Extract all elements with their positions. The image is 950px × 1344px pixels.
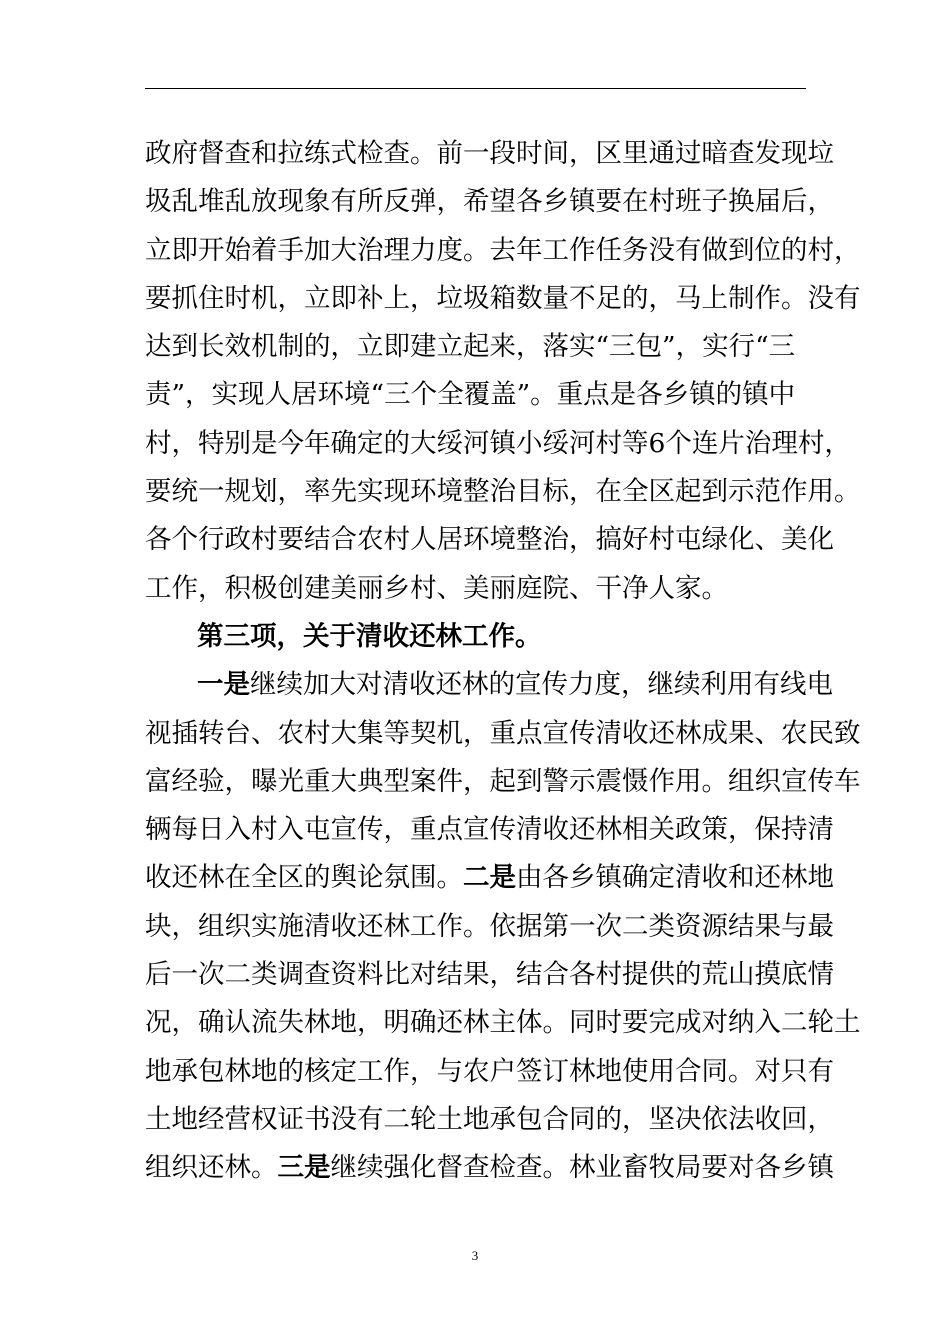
text-segment: 由各乡镇确定清收和还林地 [516,862,834,894]
text-line [145,710,861,758]
page-number: 3 [471,1248,479,1263]
header-rule [145,88,806,89]
text-segment: 块，组织实施清收还林工作。依据第一次二类资源结果与最 [145,910,834,942]
text-line [145,854,834,902]
text-line [145,468,861,516]
text-line [145,1096,834,1144]
text-line [145,227,861,275]
text-line [145,999,861,1047]
text-segment: 辆每日入村入屯宣传，重点宣传清收还林相关政策，保持清 [145,814,834,846]
text-segment: 村，特别是今年确定的大绥河镇小绥河村等6个连片治理村， [145,427,851,459]
text-line [145,323,817,371]
text-segment: 土地经营权证书没有二轮土地承包合同的，坚决依法收回， [145,1103,834,1135]
text-segment: 工作，积极创建美丽乡村、美丽庭院、干净人家。 [145,572,728,604]
text-line [145,1144,834,1192]
text-line [145,806,834,854]
text-line [145,1048,834,1096]
text-segment: 立即开始着手加大治理力度。去年工作任务没有做到位的村， [145,234,861,266]
text-segment: 况，确认流失林地，明确还林主体。同时要完成对纳入二轮土 [145,1007,861,1039]
text-segment: 各个行政村要结合农村人居环境整治，搞好村屯绿化、美化 [145,524,834,556]
text-line [145,758,861,806]
text-segment: 地承包林地的核定工作，与农户签订林地使用合同。对只有 [145,1055,834,1087]
text-line [145,613,817,661]
text-segment: 继续强化督查检查。林业畜牧局要对各乡镇 [330,1152,834,1184]
text-segment: 责”，实现人居环境“三个全覆盖”。重点是各乡镇的镇中 [145,379,796,411]
text-segment: 要统一规划，率先实现环境整治目标，在全区起到示范作用。 [145,476,861,508]
text-segment: 后一次二类调查资料比对结果，结合各村提供的荒山摸底情 [145,959,834,991]
text-segment: 视插转台、农村大集等契机，重点宣传清收还林成果、农民致 [145,717,861,749]
text-segment: 圾乱堆乱放现象有所反弹，希望各乡镇要在村班子换届后， [145,186,834,218]
text-line [145,371,817,419]
bold-text-segment: 二是 [463,862,516,894]
text-segment: 组织还林。 [145,1152,278,1184]
document-body [145,130,861,1193]
text-segment: 收还林在全区的舆论氛围。 [145,862,463,894]
bold-text-segment: 第三项，关于清收还林工作。 [197,620,542,652]
text-line [145,565,817,613]
text-line [145,275,861,323]
text-line [145,130,834,178]
text-segment: 继续加大对清收还林的宣传力度，继续利用有线电 [250,669,833,701]
text-line [145,178,834,226]
text-segment: 富经验，曝光重大典型案件，起到警示震慑作用。组织宣传车 [145,765,861,797]
text-line [145,420,851,468]
text-segment: 政府督查和拉练式检查。前一段时间，区里通过暗查发现垃 [145,138,834,169]
text-segment: 要抓住时机，立即补上，垃圾箱数量不足的，马上制作。没有 [145,282,861,314]
text-segment: 达到长效机制的，立即建立起来，落实“三包”，实行“三 [145,331,796,363]
text-line [145,903,834,951]
text-line [145,951,834,999]
bold-text-segment: 三是 [277,1152,331,1184]
text-line [145,661,833,709]
text-line [145,516,834,564]
bold-text-segment: 一是 [197,669,250,701]
